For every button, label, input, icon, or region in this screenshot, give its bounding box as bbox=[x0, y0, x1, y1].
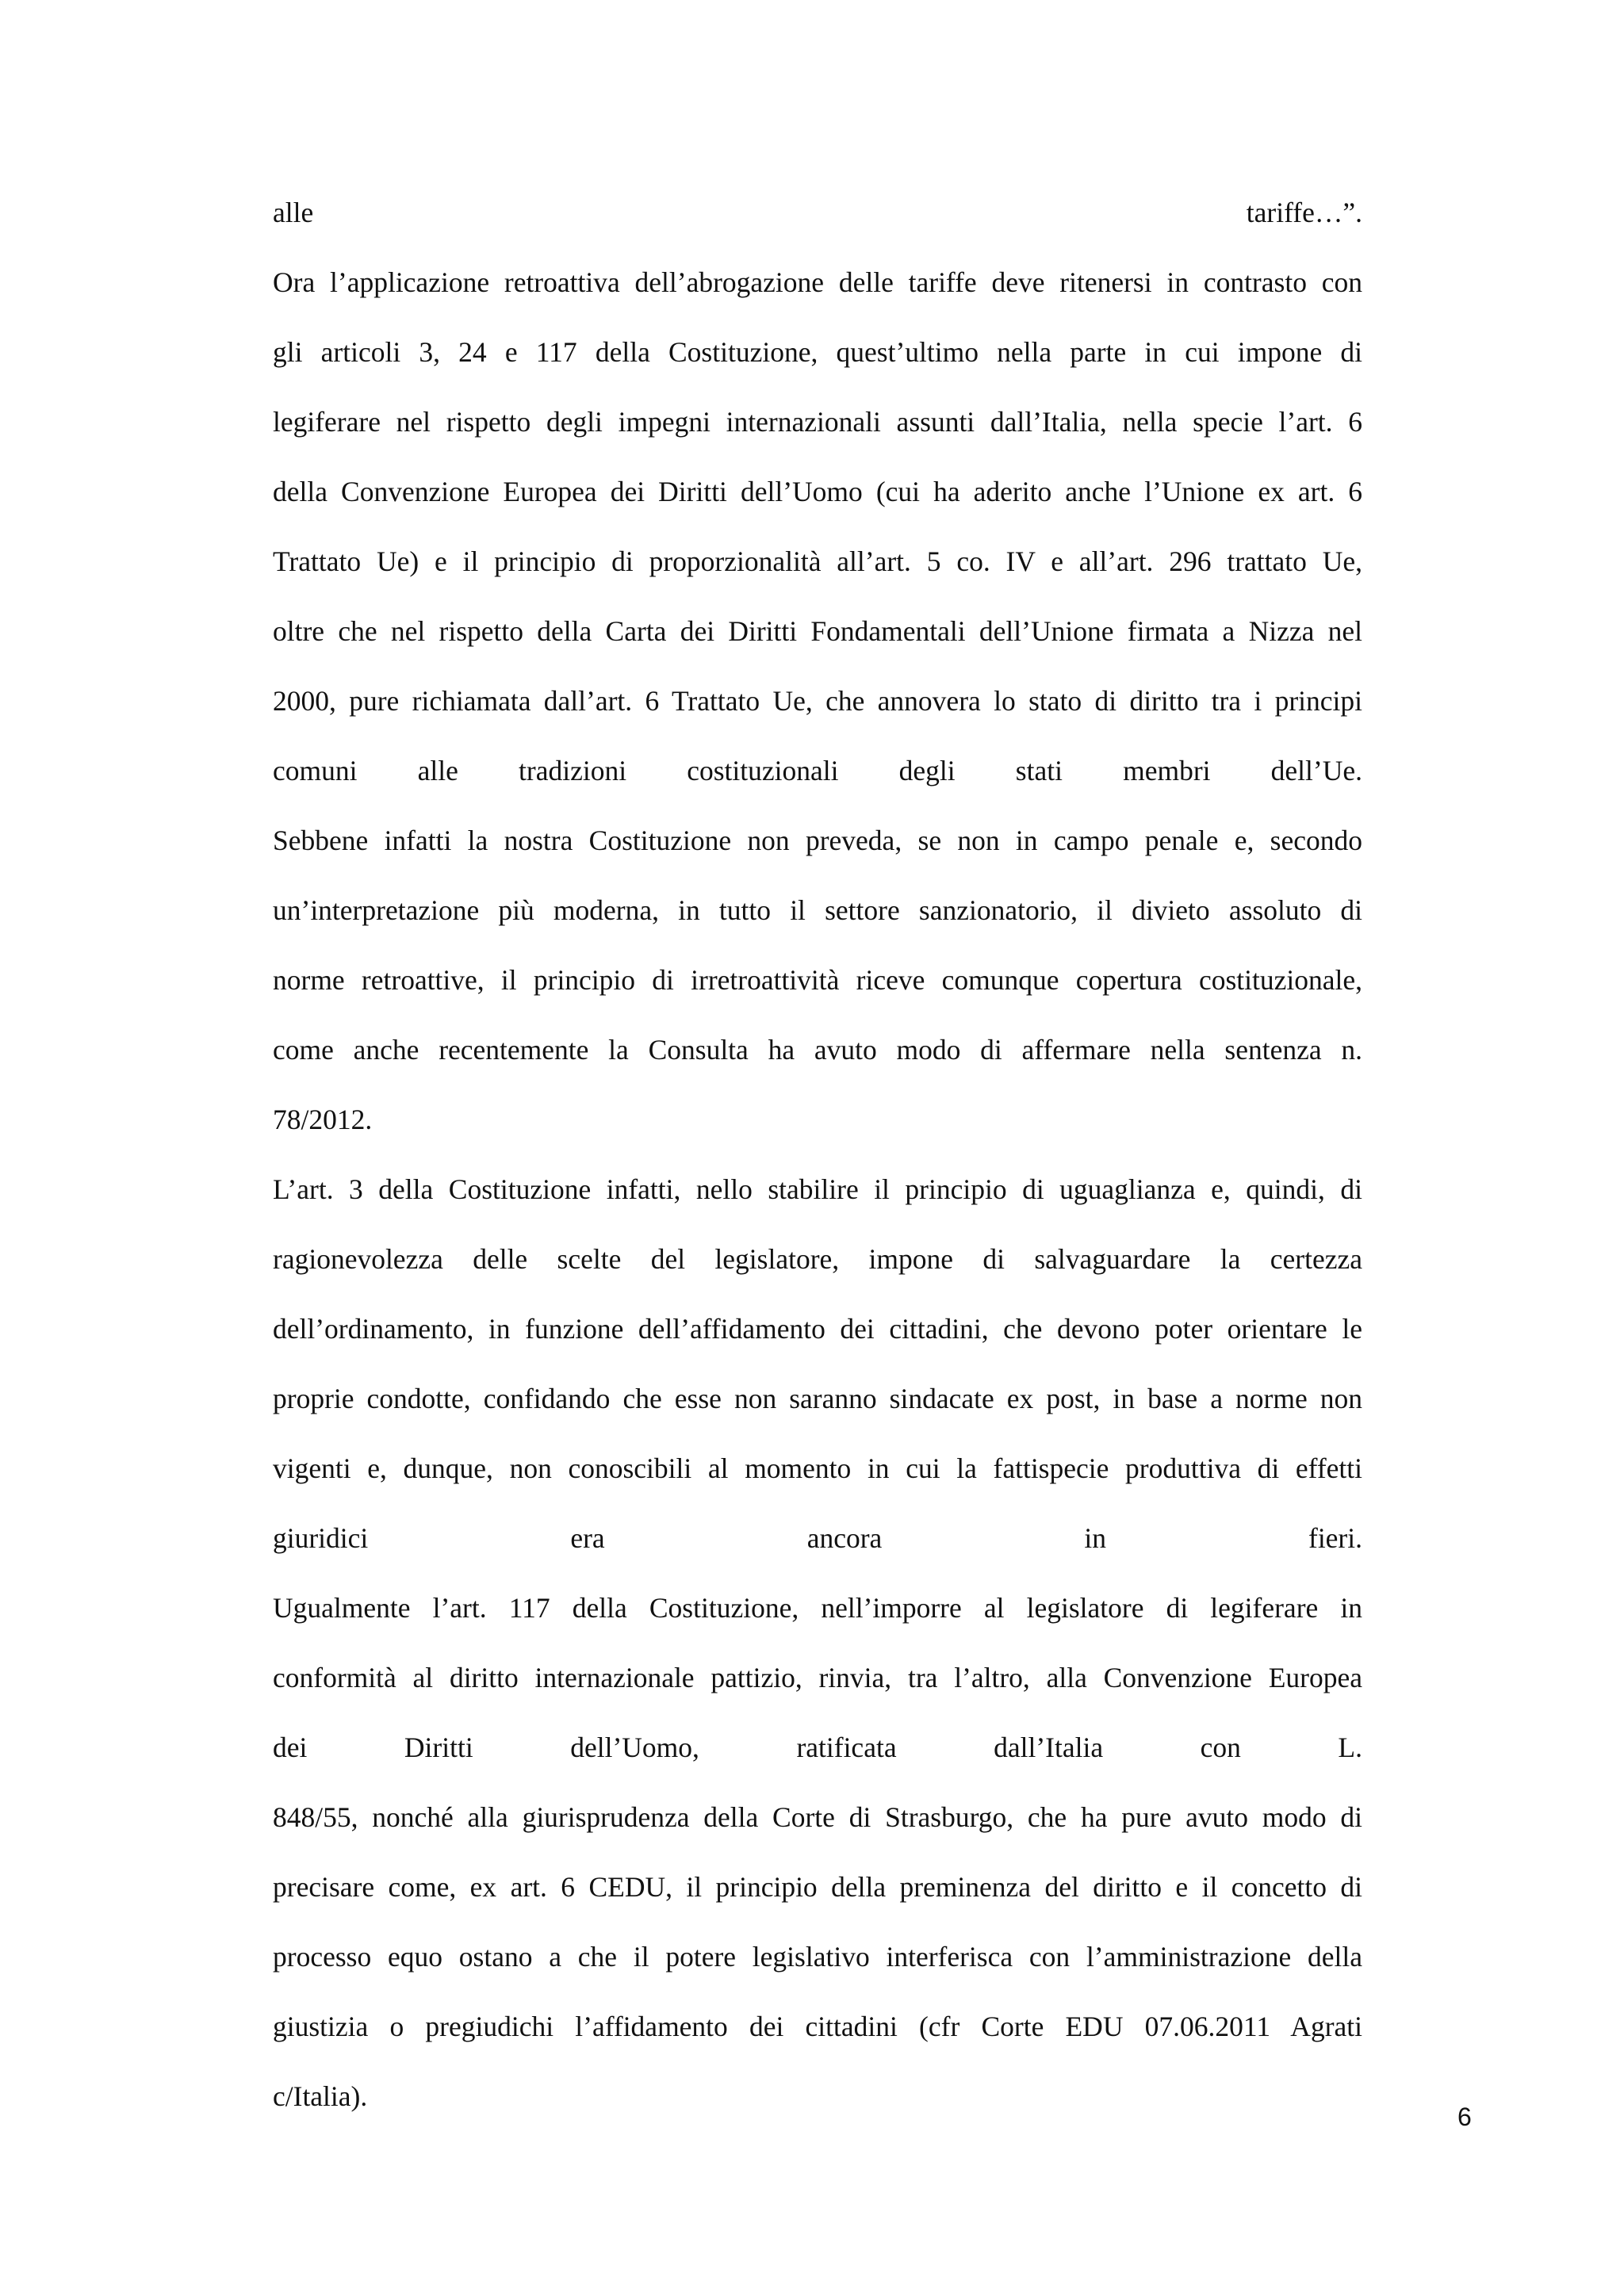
text-line: alle tariffe…”. bbox=[273, 197, 1362, 228]
text-line: ragionevolezza delle scelte del legislatore, impone di salvaguardare la certezza bbox=[273, 1243, 1362, 1275]
text-line: Sebbene infatti la nostra Costituzione non preveda, se non in campo penale e, secondo bbox=[273, 825, 1362, 856]
text-line: Ugualmente l’art. 117 della Costituzione, nell’imporre al legislatore di legiferare in bbox=[273, 1592, 1362, 1624]
body-text bbox=[273, 189, 1362, 2142]
text-line: dell’ordinamento, in funzione dell’affidamento dei cittadini, che devono poter orientare le bbox=[273, 1313, 1362, 1345]
text-line: un’interpretazione più moderna, in tutto il settore sanzionatorio, il divieto assoluto di bbox=[273, 894, 1362, 926]
text-line: della Convenzione Europea dei Diritti dell’Uomo (cui ha aderito anche l’Unione ex art. 6 bbox=[273, 476, 1362, 507]
text-line: comuni alle tradizioni costituzionali degli stati membri dell’Ue. bbox=[273, 755, 1362, 786]
text-line: dei Diritti dell’Uomo, ratificata dall’Italia con L. bbox=[273, 1732, 1362, 1763]
text-line: vigenti e, dunque, non conoscibili al momento in cui la fattispecie produttiva di effetti bbox=[273, 1452, 1362, 1484]
page-number: 6 bbox=[1457, 2103, 1472, 2131]
text-line: conformità al diritto internazionale pattizio, rinvia, tra l’altro, alla Convenzione Europea bbox=[273, 1662, 1362, 1693]
text-line: L’art. 3 della Costituzione infatti, nello stabilire il principio di uguaglianza e, quindi, di bbox=[273, 1173, 1362, 1205]
text-line: legiferare nel rispetto degli impegni internazionali assunti dall’Italia, nella specie l’art. 6 bbox=[273, 406, 1362, 438]
text-line: processo equo ostano a che il potere legislativo interferisca con l’amministrazione della bbox=[273, 1941, 1362, 1973]
text-line: 848/55, nonché alla giurisprudenza della Corte di Strasburgo, che ha pure avuto modo di bbox=[273, 1801, 1362, 1833]
text-line: gli articoli 3, 24 e 117 della Costituzione, quest’ultimo nella parte in cui impone di bbox=[273, 336, 1362, 368]
text-line: giustizia o pregiudichi l’affidamento dei cittadini (cfr Corte EDU 07.06.2011 Agrati bbox=[273, 2011, 1362, 2042]
text-line: Trattato Ue) e il principio di proporzionalità all’art. 5 co. IV e all’art. 296 trattato Ue, bbox=[273, 545, 1362, 577]
text-line: Ora l’applicazione retroattiva dell’abrogazione delle tariffe deve ritenersi in contrasto con bbox=[273, 266, 1362, 298]
text-line: precisare come, ex art. 6 CEDU, il principio della preminenza del diritto e il concetto di bbox=[273, 1871, 1362, 1903]
text-line: c/Italia). bbox=[273, 2080, 368, 2112]
text-line: 2000, pure richiamata dall’art. 6 Trattato Ue, che annovera lo stato di diritto tra i principi bbox=[273, 685, 1362, 717]
text-line: 78/2012. bbox=[273, 1104, 373, 1135]
text-line: oltre che nel rispetto della Carta dei Diritti Fondamentali dell’Unione firmata a Nizza nel bbox=[273, 615, 1362, 647]
text-line: giuridici era ancora in fieri. bbox=[273, 1522, 1362, 1554]
text-line: come anche recentemente la Consulta ha avuto modo di affermare nella sentenza n. bbox=[273, 1034, 1362, 1066]
text-line: proprie condotte, confidando che esse non saranno sindacate ex post, in base a norme non bbox=[273, 1383, 1362, 1414]
text-line: norme retroattive, il principio di irretroattività riceve comunque copertura costituzionale, bbox=[273, 964, 1362, 996]
